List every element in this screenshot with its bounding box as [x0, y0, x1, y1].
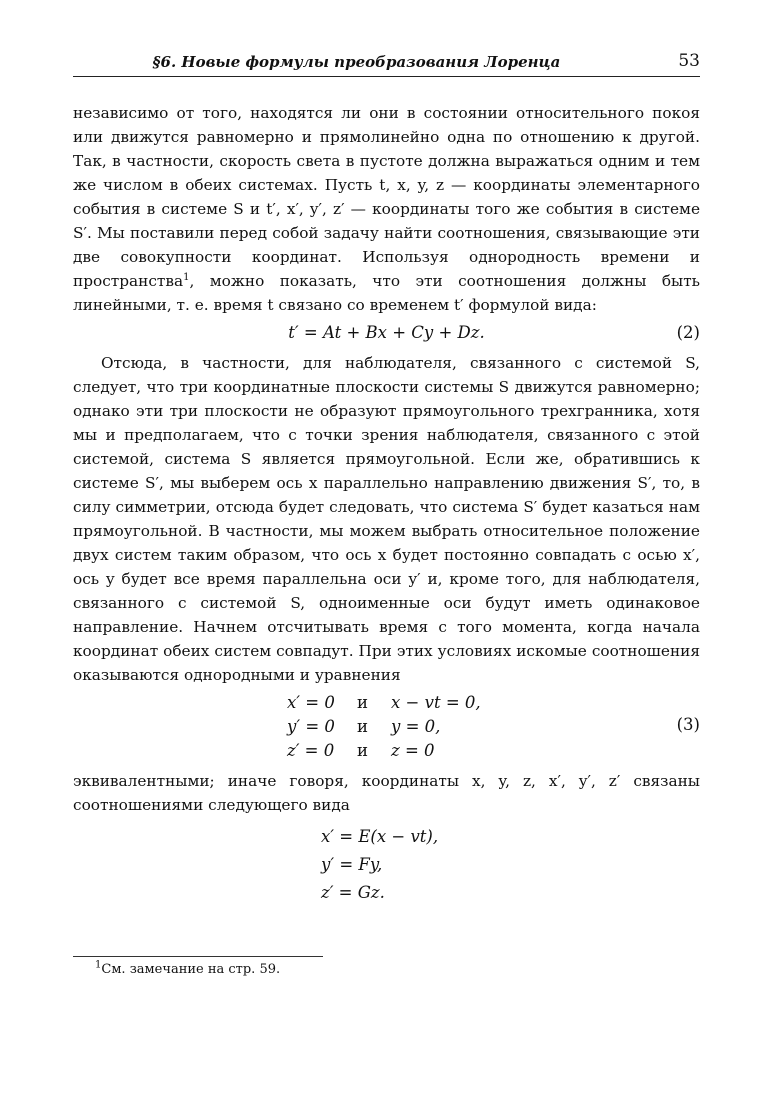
- footnote-rule: [73, 956, 323, 957]
- paragraph-1-continuation: , можно показать, что эти соотношения должны быть линейными, т. е. время t связано со временем t′ формулой вида:: [73, 272, 700, 314]
- page-body: [73, 101, 700, 905]
- footnote-mark: 1: [95, 959, 102, 971]
- equation-2-number: (2): [676, 323, 700, 342]
- paragraph-1-text: независимо от того, находятся ли они в состоянии относительного покоя или движутся равномерно и прямолинейно одна по отношению к другой. Так, в частности, скорость света в пустоте должна выражаться одним и тем же числом в обеих системах. Пусть t, x, y, z — координаты элементарного события в системе S и t′, x′, y′, z′ — координаты того же события в системе S′. Мы поставили перед собой задачу найти соотношения, связывающие эти две совокупности координат. Используя однородность времени и пространства: [73, 104, 700, 290]
- equation-3-row: [287, 691, 481, 715]
- footnote-text: См. замечание на стр. 59.: [101, 962, 281, 977]
- equation-3-conj: и: [357, 693, 368, 712]
- paragraph-1: [73, 101, 700, 317]
- equation-3-right: y = 0,: [391, 717, 441, 736]
- equation-2: [73, 317, 700, 351]
- equation-3-right: x − vt = 0,: [391, 693, 481, 712]
- running-header: [73, 50, 700, 77]
- equation-3: [73, 687, 700, 769]
- equation-3-left: y′ = 0: [287, 717, 335, 736]
- footnote-ref: 1: [183, 271, 190, 283]
- paragraph-2: Отсюда, в частности, для наблюдателя, связанного с системой S, следует, что три координатные плоскости системы S движутся равномерно; однако эти три плоскости не образуют прямоугольного трехгранника, хотя мы и предполагаем, что с точки зрения наблюдателя, связанного с этой системой, система S является прямоугольной. Если же, обратившись к системе S′, мы выберем ось x параллельно направлению движения S′, то, в силу симметрии, отсюда будет следовать, что система S′ будет казаться нам прямоугольной. В частности, мы можем выбрать относительное положение двух систем таким образом, что ось x будет постоянно совпадать с осью x′, ось y будет все время параллельна оси y′ и, кроме того, для наблюдателя, связанного с системой S, одноименные оси будут иметь одинаковое направление. Начнем отсчитывать время с того момента, когда начала координат обеих систем совпадут. При этих условиях искомые соотношения оказываются однородными и уравнения: [73, 354, 700, 684]
- equation-3-right: z = 0: [391, 741, 435, 760]
- equation-4-row: z′ = Gz.: [321, 883, 385, 902]
- running-title: §6. Новые формулы преобразования Лоренца: [152, 53, 561, 71]
- equation-2-expression: t′ = At + Bx + Cy + Dz.: [288, 323, 485, 342]
- equation-3-number: (3): [676, 715, 700, 734]
- page-number: 53: [678, 51, 700, 71]
- equation-3-row: [287, 715, 481, 739]
- equation-4-row: y′ = Fy,: [321, 855, 383, 874]
- equation-3-conj: и: [357, 741, 368, 760]
- equation-3-row: [287, 739, 481, 763]
- equation-3-left: x′ = 0: [287, 693, 335, 712]
- paragraph-3: эквивалентными; иначе говоря, координаты x, y, z, x′, y′, z′ связаны соотношениями следующего вида: [73, 772, 700, 814]
- equation-4: [73, 817, 700, 905]
- equation-3-left: z′ = 0: [287, 741, 335, 760]
- footnote: [95, 959, 281, 977]
- equation-3-conj: и: [357, 717, 368, 736]
- equation-4-row: x′ = E(x − vt),: [321, 827, 439, 846]
